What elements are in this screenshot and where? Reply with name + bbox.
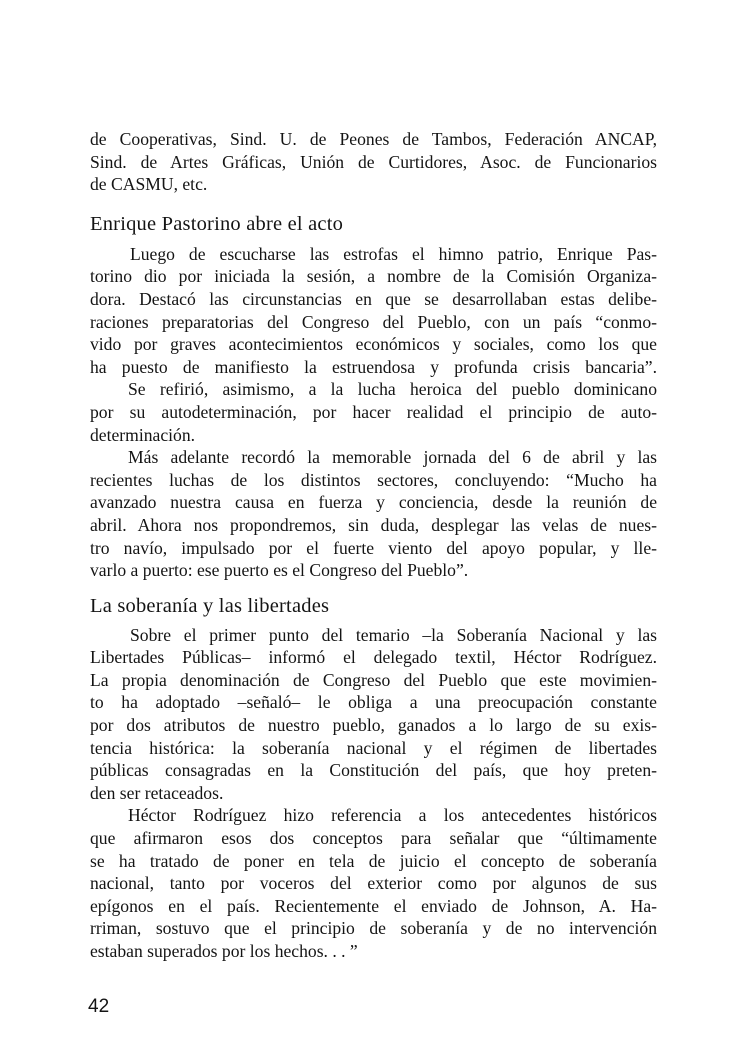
section-pastorino-body [90,243,657,582]
paragraph-line: raciones preparatorias del Congreso del Pueblo, con un país “conmo- [90,311,657,332]
paragraph-line: rriman, sostuvo que el principio de soberanía y de no intervención [90,918,657,939]
paragraph-line: Sobre el primer punto del temario –la Soberanía Nacional y las [130,624,657,645]
paragraph-line: Libertades Públicas– informó el delegado textil, Héctor Rodríguez. [90,647,657,668]
intro-line: de CASMU, etc. [90,174,208,195]
page-number: 42 [88,996,110,1017]
paragraph-line: abril. Ahora nos propondremos, sin duda, desplegar las velas de nues- [90,514,657,535]
paragraph-line: por su autodeterminación, por hacer realidad el principio de auto- [90,401,657,422]
paragraph-line: tencia histórica: la soberanía nacional y el régimen de libertades [90,737,657,758]
body-text [90,128,657,963]
paragraph-line: to ha adoptado –señaló– le obliga a una preocupación constante [90,692,657,713]
paragraph-line: ha puesto de manifiesto la estruendosa y profunda crisis bancaria”. [90,356,657,377]
paragraph-line: se ha tratado de poner en tela de juicio el concepto de soberanía [90,850,657,871]
paragraph-line: tro navío, impulsado por el fuerte viento del apoyo popular, y lle- [90,537,657,558]
paragraph-line: públicas consagradas en la Constitución del país, que hoy preten- [90,760,657,781]
paragraph-line: por dos atributos de nuestro pueblo, ganados a lo largo de su exis- [90,715,657,736]
paragraph-line: que afirmaron esos dos conceptos para señalar que “últimamente [90,828,657,849]
section-soberania-body [90,624,657,963]
section-heading-soberania: La soberanía y las libertades [90,594,330,617]
paragraph-line: epígonos en el país. Recientemente el enviado de Johnson, A. Ha- [90,895,657,916]
paragraph-line: nacional, tanto por voceros del exterior como por algunos de sus [90,873,657,894]
paragraph-line: den ser retaceados. [90,782,224,803]
paragraph-line: recientes luchas de los distintos sectores, concluyendo: “Mucho ha [90,469,657,490]
paragraph-line: avanzado nuestra causa en fuerza y conciencia, desde la reunión de [90,492,657,513]
section-heading-pastorino: Enrique Pastorino abre el acto [90,212,344,235]
intro-line: de Cooperativas, Sind. U. de Peones de Tambos, Federación ANCAP, [90,129,657,149]
paragraph-line: varlo a puerto: ese puerto es el Congreso del Pueblo”. [90,560,469,581]
paragraph-line: dora. Destacó las circunstancias en que se desarrollaban estas delibe- [90,288,657,309]
paragraph-line: La propia denominación de Congreso del Pueblo que este movimien- [90,669,657,690]
paragraph-line: Héctor Rodríguez hizo referencia a los antecedentes históricos [128,805,657,826]
paragraph-line: Se refirió, asimismo, a la lucha heroica del pueblo dominicano [128,379,657,400]
paragraph-line: estaban superados por los hechos. . . ” [90,941,358,961]
paragraph-line: torino dio por iniciada la sesión, a nombre de la Comisión Organiza- [90,266,657,287]
paragraph-line: Luego de escucharse las estrofas el himno patrio, Enrique Pas- [130,243,657,264]
paragraph-line: vido por graves acontecimientos económicos y sociales, como los que [90,334,657,355]
paragraph-line: determinación. [90,424,196,445]
intro-line: Sind. de Artes Gráficas, Unión de Curtidores, Asoc. de Funcionarios [90,151,657,172]
paragraph-line: Más adelante recordó la memorable jornada del 6 de abril y las [128,447,657,468]
